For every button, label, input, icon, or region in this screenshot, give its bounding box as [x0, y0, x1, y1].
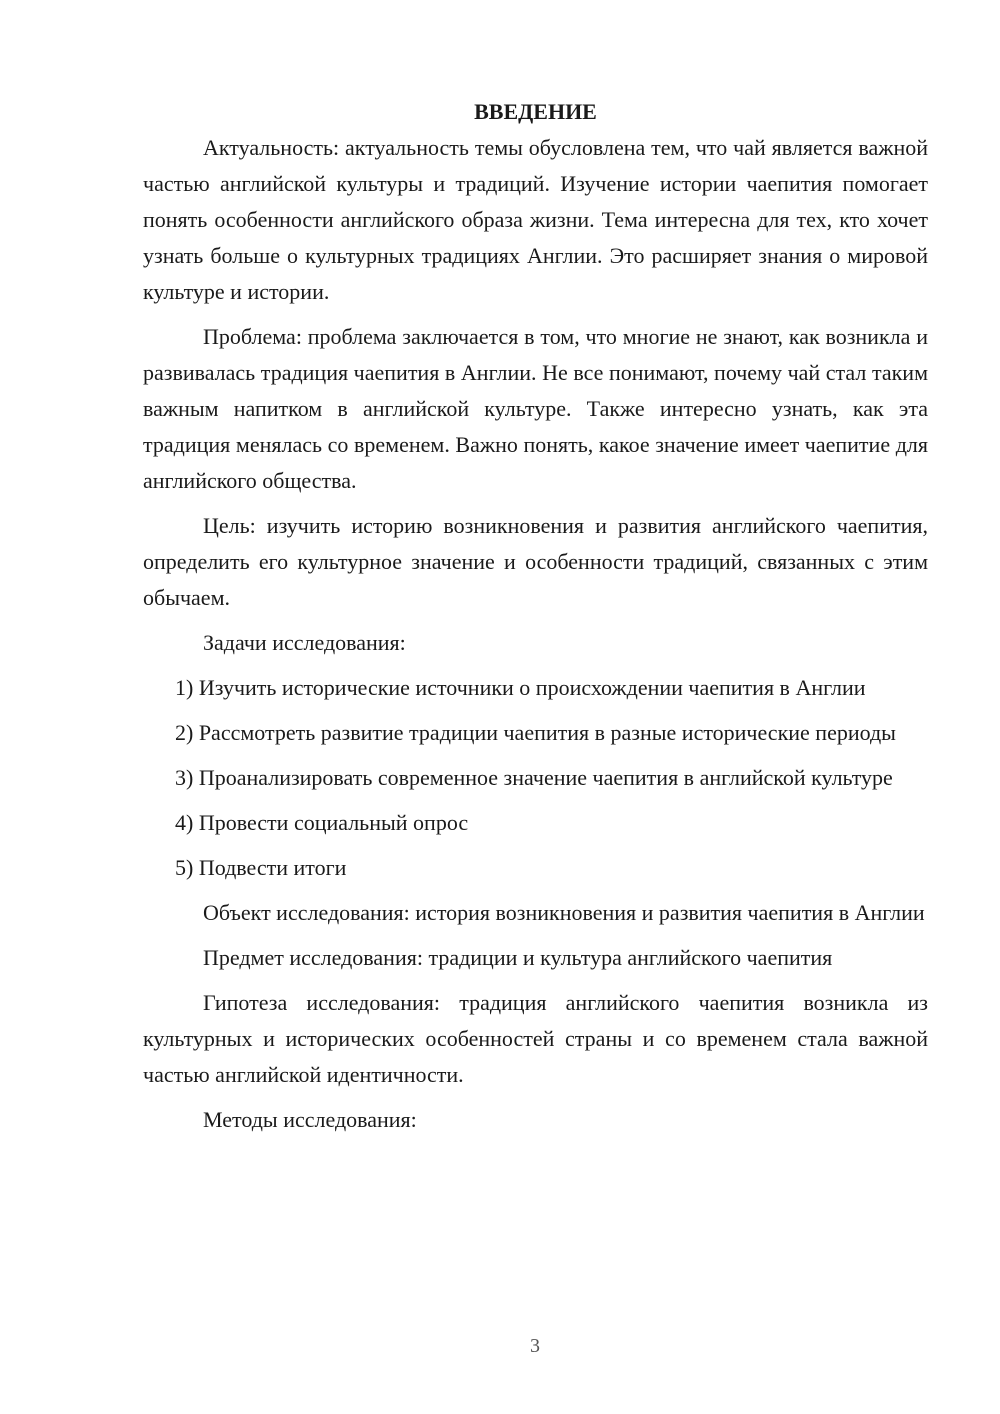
task-item-5: 5) Подвести итоги	[175, 855, 347, 880]
object-paragraph: Объект исследования: история возникновения и развития чаепития в Англии	[203, 900, 925, 925]
subject-paragraph: Предмет исследования: традиции и культура английского чаепития	[203, 945, 833, 970]
task-item-1: 1) Изучить исторические источники о происхождении чаепития в Англии	[175, 675, 866, 700]
methods-heading: Методы исследования:	[203, 1107, 417, 1132]
task-item-4: 4) Провести социальный опрос	[175, 810, 469, 835]
goal-paragraph: Цель: изучить историю возникновения и развития английского чаепития, определить его культурное значение и особенности традиций, связанных с этим обычаем.	[143, 513, 928, 610]
task-item-2: 2) Рассмотреть развитие традиции чаепития в разные исторические периоды	[175, 720, 896, 745]
tasks-heading: Задачи исследования:	[203, 630, 406, 655]
page-content	[143, 94, 928, 1147]
task-item-3: 3) Проанализировать современное значение чаепития в английской культуре	[175, 765, 893, 790]
relevance-paragraph: Актуальность: актуальность темы обусловлена тем, что чай является важной частью английской культуры и традиций. Изучение истории чаепития помогает понять особенности английского образа жизни. Тема интересна для тех, кто хочет узнать больше о культурных традициях Англии. Это расширяет знания о мировой культуре и истории.	[143, 135, 928, 304]
hypothesis-paragraph: Гипотеза исследования: традиция английского чаепития возникла из культурных и исторических особенностей страны и со временем стала важной частью английской идентичности.	[143, 990, 928, 1087]
page-number: 3	[530, 1335, 540, 1357]
section-title: ВВЕДЕНИЕ	[474, 99, 597, 124]
problem-paragraph: Проблема: проблема заключается в том, что многие не знают, как возникла и развивалась традиция чаепития в Англии. Не все понимают, почему чай стал таким важным напитком в английской культуре. Также интересно узнать, как эта традиция менялась со временем. Важно понять, какое значение имеет чаепитие для английского общества.	[143, 324, 928, 493]
